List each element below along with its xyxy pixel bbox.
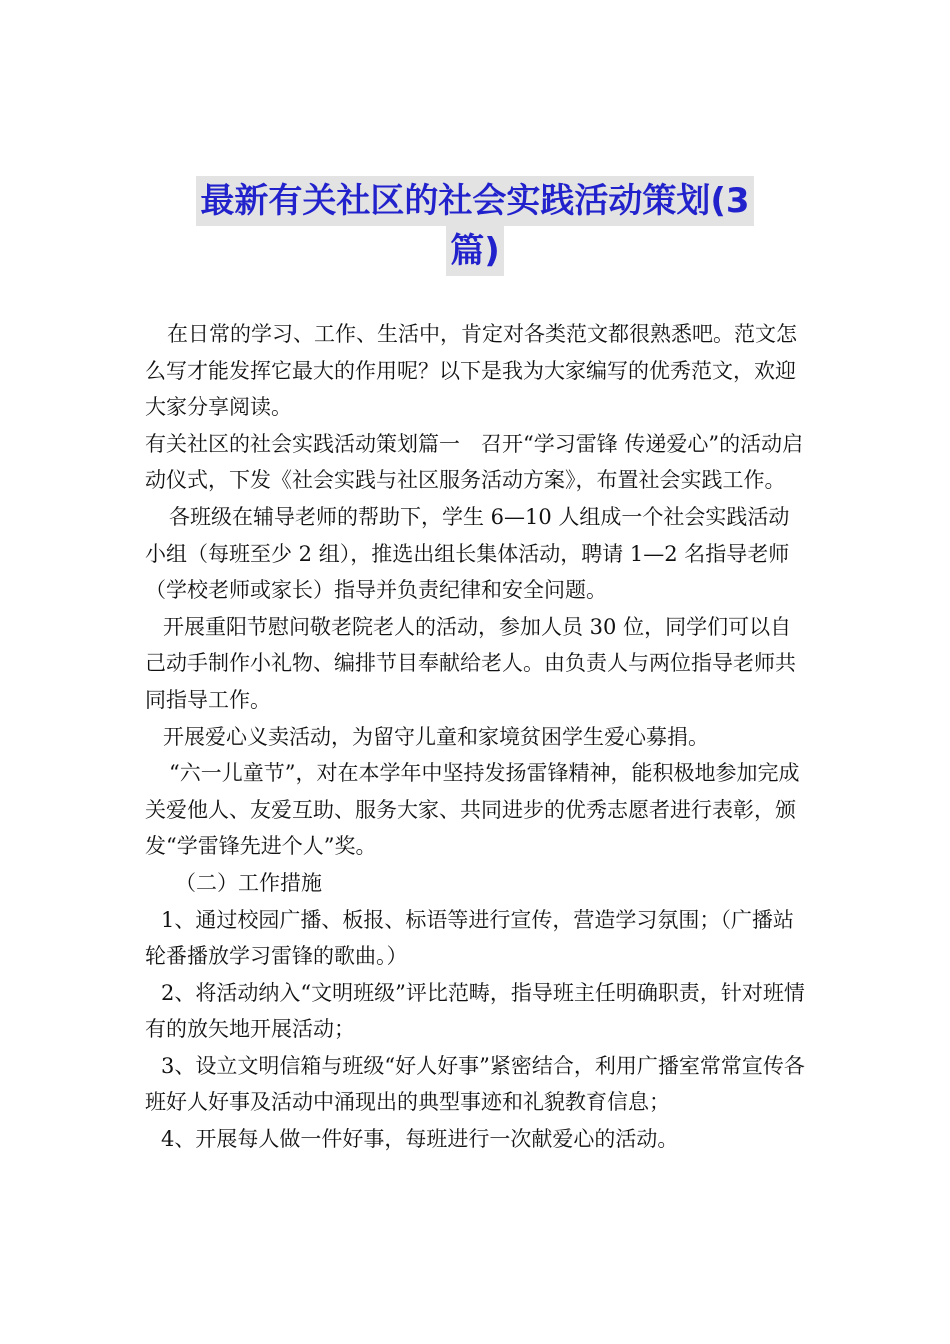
- paragraph-groups: 各班级在辅导老师的帮助下，学生 6—10 人组成一个社会实践活动小组（每班至少 2 组），推选出组长集体活动，聘请 1—2 名指导老师（学校老师或家长）指导并负责纪律和安全问题。: [145, 504, 790, 603]
- paragraph-charity-sale: 开展爱心义卖活动，为留守儿童和家境贫困学生爱心募捐。: [163, 724, 709, 749]
- document-title: [150, 176, 800, 276]
- list-item-1: 1、通过校园广播、板报、标语等进行宣传，营造学习氛围；（广播站轮番播放学习雷锋的歌曲。）: [145, 907, 794, 969]
- document-body: [145, 316, 805, 1158]
- title-line-2: 篇): [446, 226, 504, 276]
- list-item-3: 3、设立文明信箱与班级“好人好事”紧密结合，利用广播室常常宣传各班好人好事及活动中涌现出的典型事迹和礼貌教育信息；: [145, 1053, 805, 1115]
- paragraph-section-one: 有关社区的社会实践活动策划篇一 召开“学习雷锋 传递爱心”的活动启动仪式，下发《社会实践与社区服务活动方案》，布置社会实践工作。: [145, 431, 804, 493]
- list-item-4: 4、开展每人做一件好事，每班进行一次献爱心的活动。: [161, 1127, 679, 1152]
- paragraph-intro: 在日常的学习、工作、生活中，肯定对各类范文都很熟悉吧。范文怎么写才能发挥它最大的作用呢？以下是我为大家编写的优秀范文，欢迎大家分享阅读。: [145, 322, 797, 420]
- title-line-1: 最新有关社区的社会实践活动策划(3: [196, 176, 753, 226]
- paragraph-chongyang: 开展重阳节慰问敬老院老人的活动，参加人员 30 位，同学们可以自己动手制作小礼物、编排节目奉献给老人。由负责人与两位指导老师共同指导工作。: [145, 614, 796, 712]
- section-heading-measures: （二）工作措施: [175, 870, 322, 895]
- paragraph-childrens-day: “六一儿童节”，对在本学年中坚持发扬雷锋精神，能积极地参加完成关爱他人、友爱互助、服务大家、共同进步的优秀志愿者进行表彰，颁发“学雷锋先进个人”奖。: [145, 761, 800, 859]
- list-item-2: 2、将活动纳入“文明班级”评比范畴，指导班主任明确职责，针对班情有的放矢地开展活动；: [145, 980, 805, 1042]
